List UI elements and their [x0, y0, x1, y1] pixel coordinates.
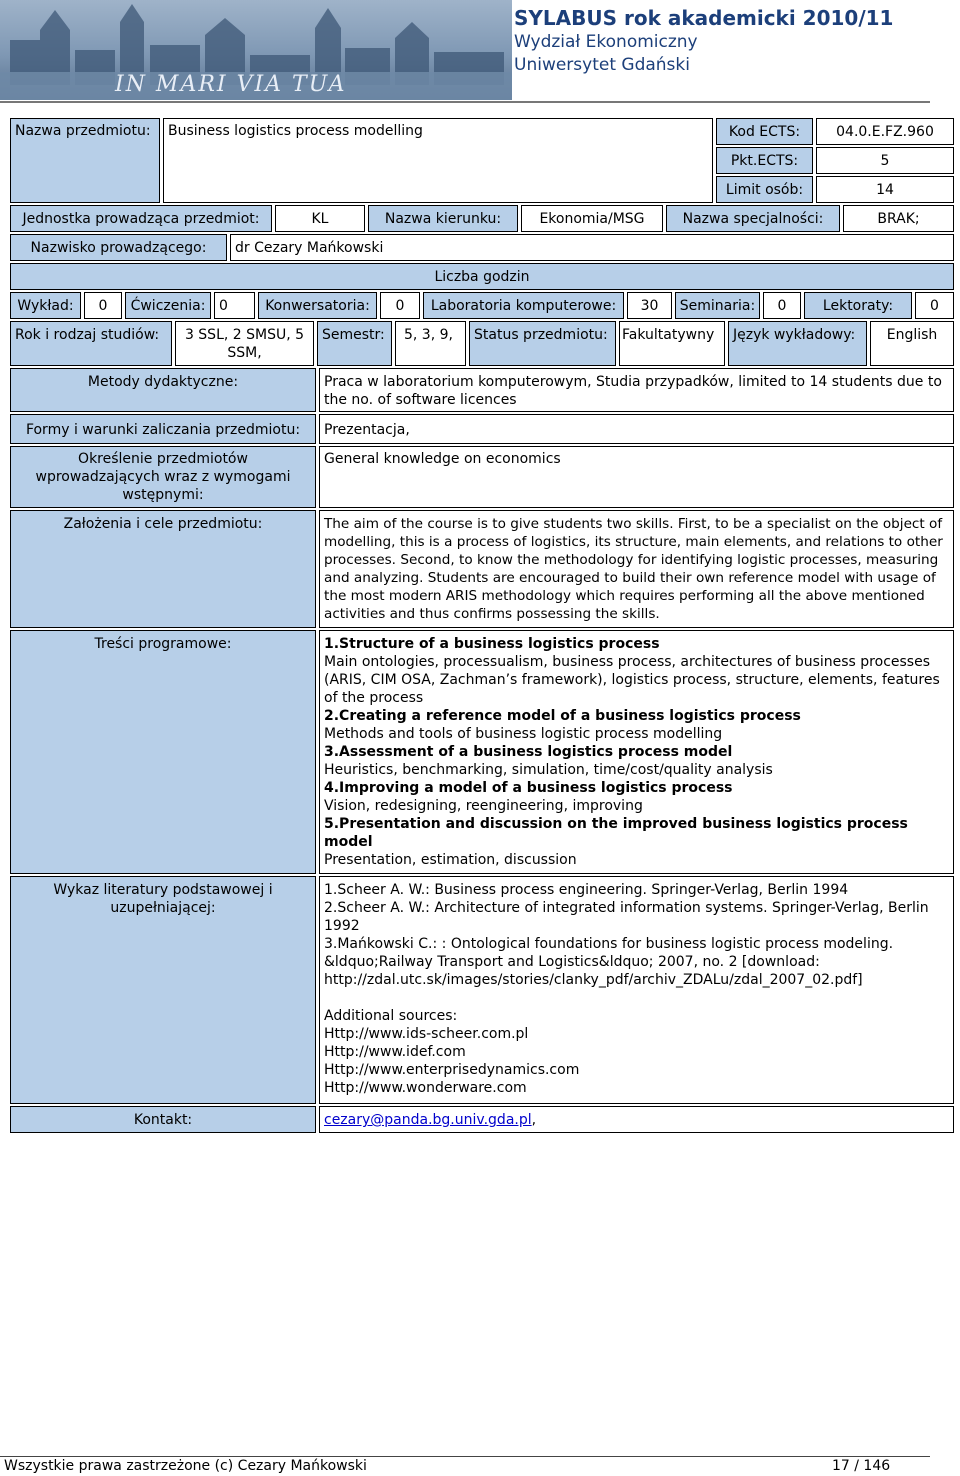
field-value: Ekonomia/MSG	[521, 205, 663, 232]
exercises-value: 0	[214, 292, 255, 319]
footer-page-number: 17 / 146	[832, 1458, 891, 1474]
assessment-label: Formy i warunki zaliczania przedmiotu:	[10, 414, 316, 444]
motto-text: IN MARI VIA TUA	[115, 72, 347, 97]
literature-label: Wykaz literatury podstawowej i uzupełniającej:	[10, 876, 316, 1104]
additional-source-2: Http://www.idef.com	[324, 1044, 466, 1060]
lecture-value: 0	[84, 292, 122, 319]
ects-code-value: 04.0.E.FZ.960	[816, 118, 954, 145]
additional-source-4: Http://www.wonderware.com	[324, 1080, 527, 1096]
program-text-2: Methods and tools of business logistic process modelling	[324, 726, 723, 742]
additional-source-3: Http://www.enterprisedynamics.com	[324, 1062, 580, 1078]
ects-points-label: Pkt.ECTS:	[716, 147, 813, 174]
seminar-value: 0	[763, 292, 801, 319]
footer-divider	[0, 1456, 930, 1457]
ects-code-label: Kod ECTS:	[716, 118, 813, 145]
prereq-label: Określenie przedmiotów wprowadzających wraz z wymogami wstępnymi:	[10, 446, 316, 508]
exercises-label: Ćwiczenia:	[125, 292, 211, 319]
program-heading-1: 1.Structure of a business logistics process	[324, 636, 660, 652]
unit-label: Jednostka prowadząca przedmiot:	[10, 205, 272, 232]
assessment-value: Prezentacja,	[319, 414, 954, 444]
methods-value: Praca w laboratorium komputerowym, Studia przypadków, limited to 14 students due to the no. of software licences	[319, 368, 954, 412]
specialty-value: BRAK;	[843, 205, 954, 232]
header-divider	[0, 101, 930, 103]
literature-item-2: 2.Scheer A. W.: Architecture of integrated information systems. Springer-Verlag, Berlin 1992	[324, 900, 929, 934]
program-label: Treści programowe:	[10, 630, 316, 874]
footer-copyright: Wszystkie prawa zastrzeżone (c) Cezary Mańkowski	[4, 1458, 367, 1474]
lecturer-value: dr Cezary Mańkowski	[230, 234, 954, 261]
specialty-label: Nazwa specjalności:	[666, 205, 840, 232]
program-heading-5: 5.Presentation and discussion on the improved business logistics process model	[324, 816, 908, 850]
lectorate-label: Lektoraty:	[804, 292, 912, 319]
unit-value: KL	[275, 205, 365, 232]
contact-value	[319, 1106, 954, 1133]
program-heading-3: 3.Assessment of a business logistics process model	[324, 744, 733, 760]
limit-value: 14	[816, 176, 954, 203]
hours-title: Liczba godzin	[10, 263, 954, 290]
seminar-label: Seminaria:	[675, 292, 760, 319]
goals-label: Założenia i cele przedmiotu:	[10, 510, 316, 628]
conversatory-label: Konwersatoria:	[258, 292, 377, 319]
literature-item-1: 1.Scheer A. W.: Business process engineering. Springer-Verlag, Berlin 1994	[324, 882, 849, 898]
additional-sources-label: Additional sources:	[324, 1008, 458, 1024]
semester-label: Semestr:	[317, 321, 392, 366]
ects-points-value: 5	[816, 147, 954, 174]
contact-label: Kontakt:	[10, 1106, 316, 1133]
program-heading-2: 2.Creating a reference model of a business logistics process	[324, 708, 801, 724]
conversatory-value: 0	[380, 292, 420, 319]
status-label: Status przedmiotu:	[469, 321, 616, 366]
program-text-4: Vision, redesigning, reengineering, improving	[324, 798, 643, 814]
university-name: Uniwersytet Gdański	[514, 55, 690, 75]
language-value: English	[870, 321, 954, 366]
limit-label: Limit osób:	[716, 176, 813, 203]
year-value: 3 SSL, 2 SMSU, 5 SSM,	[175, 321, 314, 366]
lecturer-label: Nazwisko prowadzącego:	[10, 234, 227, 261]
faculty-name: Wydział Ekonomiczny	[514, 32, 698, 52]
additional-source-1: Http://www.ids-scheer.com.pl	[324, 1026, 529, 1042]
year-label: Rok i rodzaj studiów:	[10, 321, 172, 366]
contact-email-link[interactable]: cezary@panda.bg.univ.gda.pl	[324, 1112, 532, 1128]
program-heading-4: 4.Improving a model of a business logistics process	[324, 780, 733, 796]
literature-value	[319, 876, 954, 1104]
semester-value: 5, 3, 9,	[395, 321, 466, 366]
program-text-5: Presentation, estimation, discussion	[324, 852, 577, 868]
program-text-3: Heuristics, benchmarking, simulation, time/cost/quality analysis	[324, 762, 773, 778]
course-name-value: Business logistics process modelling	[163, 118, 713, 203]
methods-label: Metody dydaktyczne:	[10, 368, 316, 412]
contact-suffix: ,	[531, 1112, 537, 1128]
lecture-label: Wykład:	[10, 292, 81, 319]
field-label: Nazwa kierunku:	[368, 205, 518, 232]
literature-item-3: 3.Mańkowski C.: : Ontological foundations for business logistic process modeling. &ldquo;Railway Transport and Logistics&ldquo; 2007, no. 2 [download: http://zdal.utc.sk/images/stories/clanky_pdf/archiv_ZDALu/zdal_2007_02.pdf]	[324, 936, 894, 988]
header-banner-image	[0, 0, 512, 100]
lab-value: 30	[627, 292, 672, 319]
status-value: Fakultatywny	[619, 321, 725, 366]
program-value	[319, 630, 954, 874]
course-name-label: Nazwa przedmiotu:	[10, 118, 160, 203]
language-label: Język wykładowy:	[728, 321, 867, 366]
lab-label: Laboratoria komputerowe:	[423, 292, 624, 319]
program-text-1: Main ontologies, processualism, business process, architectures of business processes (ARIS, CIM OSA, Zachman’s framework), logistics process, structure, elements, features of the process	[324, 654, 940, 706]
syllabus-title: SYLABUS rok akademicki 2010/11	[514, 6, 894, 30]
prereq-value: General knowledge on economics	[319, 446, 954, 508]
lectorate-value: 0	[915, 292, 954, 319]
goals-value: The aim of the course is to give students two skills. First, to be a specialist on the object of modelling, this is a process of logistics, its structure, main elements, and relations to other processes. Second, to know the methodology for identifying logistic processes, measuring and analyzing. Students are encouraged to build their own reference model with usage of the most modern ARIS methodology which requires performing all the above mentioned activities and thus confirms possessing the skills.	[319, 510, 954, 628]
